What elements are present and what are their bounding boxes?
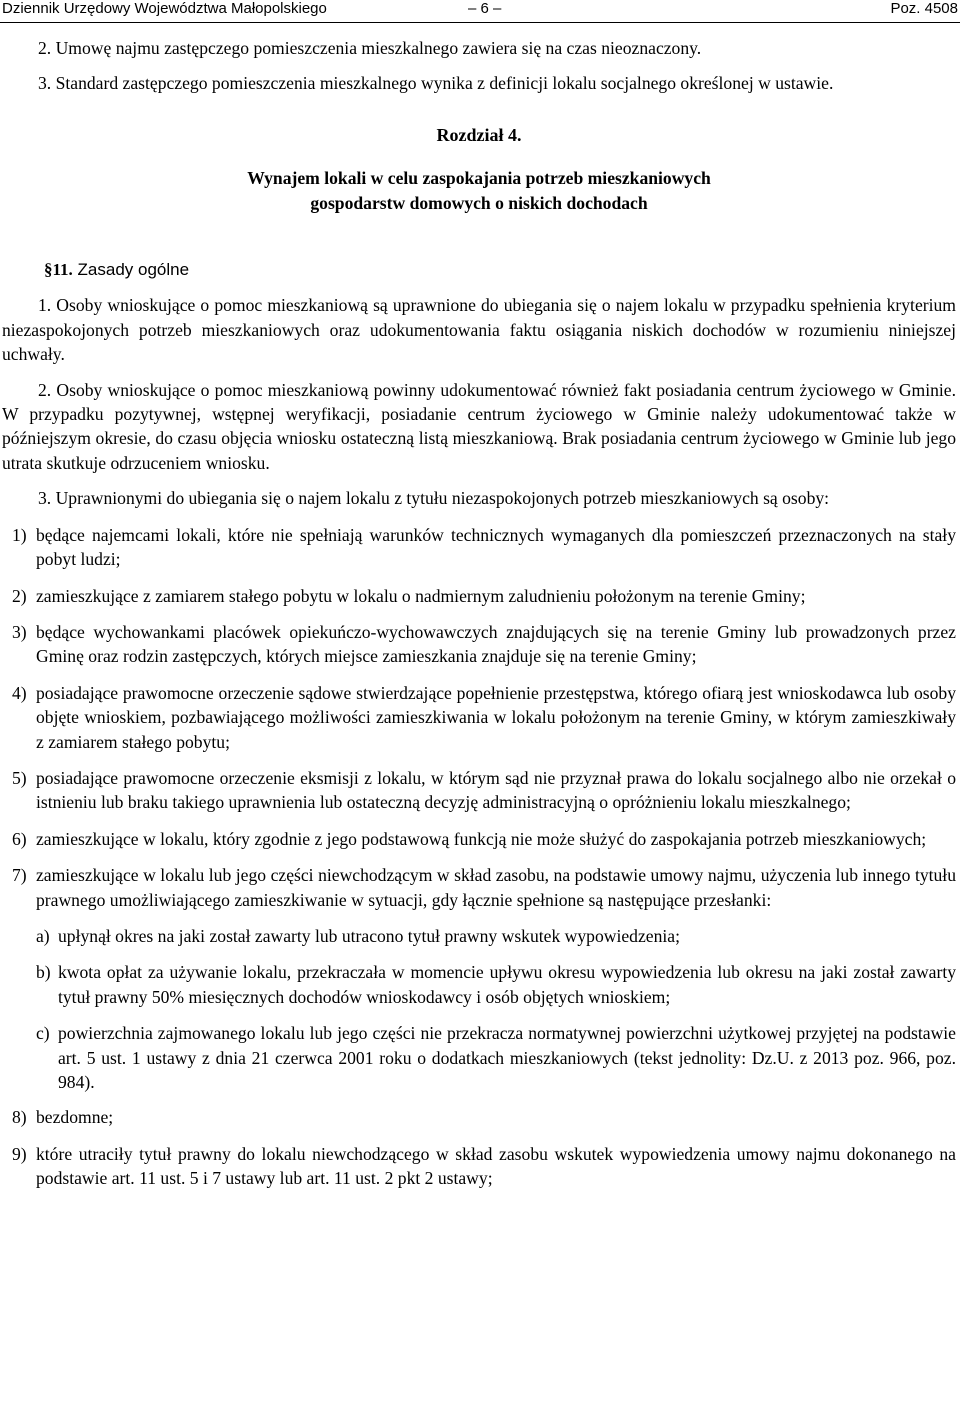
chapter-title: Rozdział 4. bbox=[436, 124, 522, 145]
list-item: 6) zamieszkujące w lokalu, który zgodnie z jego podstawową funkcją nie może służyć do zaspokajania potrzeb mieszkaniowych; bbox=[12, 828, 927, 849]
paragraph-2: 2. Osoby wnioskujące o pomoc mieszkaniową powinny udokumentować również fakt posiadania centrum życiowego w Gminie. W przypadku pozytywnej, wstępnej weryfikacji, posiadanie centrum życiowego w Gminie należy udokumentować także w późniejszym okresie, do czasu objęcia wniosku ostateczną listą mieszkaniową. Brak posiadania centrum życiowego w Gminie lub jego utrata skutkuje odrzuceniem wniosku. bbox=[2, 379, 956, 473]
paragraph-1: 1. Osoby wnioskujące o pomoc mieszkaniową są uprawnione do ubiegania się o najem lokalu w przypadku spełnienia kryterium niezaspokojonych potrzeb mieszkaniowych oraz udokumentowania faktu osiągania niskich dochodów w rozumieniu niniejszej uchwały. bbox=[2, 295, 956, 365]
section-symbol: § bbox=[44, 260, 53, 280]
position-number: Poz. 4508 bbox=[890, 0, 958, 17]
list-item: 4) posiadające prawomocne orzeczenie sądowe stwierdzające popełnienie przestępstwa, którego ofiarą jest wnioskodawca lub osoby objęte wnioskiem, pozbawiającego możliwości zamieszkiwania w lokalu położonym na terenie Gminy, w którym zamieszkiwały z zamiarem stałego pobytu; bbox=[12, 682, 956, 752]
document-body bbox=[2, 36, 956, 1191]
list-item: 5) posiadające prawomocne orzeczenie eksmisji z lokalu, w którym sąd nie przyznał prawa do lokalu socjalnego albo nie orzekał o istnieniu lub braku takiego uprawnienia lub ostateczną decyzję administracyjną o opróżnieniu lokalu mieszkalnego; bbox=[12, 767, 956, 813]
page-number: – 6 – bbox=[468, 0, 502, 17]
list-item: 7) zamieszkujące w lokalu lub jego części niewchodzącym w skład zasobu, na podstawie umowy najmu, użyczenia lub innego tytułu prawnego umożliwiającego zamieszkiwanie w sytuacji, gdy łącznie spełnione są następujące przesłanki: bbox=[12, 865, 956, 910]
chapter-subtitle-line-2: gospodarstw domowych o niskich dochodach bbox=[310, 192, 648, 213]
list-item: 2) zamieszkujące z zamiarem stałego pobytu w lokalu o nadmiernym zaludnieniu położonym na terenie Gminy; bbox=[12, 585, 806, 606]
sublist-item: c) powierzchnia zajmowanego lokalu lub jego części nie przekracza normatywnej powierzchni użytkowej przyjętej na podstawie art. 5 ust. 1 ustawy z dnia 21 czerwca 2001 roku o dodatkach mieszkaniowych (tekst jednolity: Dz.U. z 2013 poz. 966, poz. 984). bbox=[36, 1023, 956, 1092]
intro-paragraph-3: 3. Standard zastępczego pomieszczenia mieszkalnego wynika z definicji lokalu socjalnego określonej w ustawie. bbox=[38, 73, 834, 94]
intro-paragraph-2: 2. Umowę najmu zastępczego pomieszczenia mieszkalnego zawiera się na czas nieoznaczony. bbox=[38, 38, 702, 58]
list-item: 9) które utraciły tytuł prawny do lokalu niewchodzącego w skład zasobu wskutek wypowiedzenia umowy najmu dokonanego na podstawie art. 11 ust. 5 i 7 ustawy lub art. 11 ust. 2 pkt 2 ustawy; bbox=[12, 1143, 956, 1189]
list-item: 1) będące najemcami lokali, które nie spełniają warunków technicznych wymaganych dla pomieszczeń przeznaczonych na stały pobyt ludzi; bbox=[12, 524, 956, 570]
chapter-subtitle-line-1: Wynajem lokali w celu zaspokajania potrzeb mieszkaniowych bbox=[247, 168, 711, 189]
paragraph-3: 3. Uprawnionymi do ubiegania się o najem lokalu z tytułu niezaspokojonych potrzeb mieszkaniowych są osoby: bbox=[38, 488, 830, 509]
section-heading bbox=[2, 258, 956, 282]
sublist-item: a) upłynął okres na jaki został zawarty lub utracono tytuł prawny wskutek wypowiedzenia; bbox=[36, 925, 680, 946]
list-item: 3) będące wychowankami placówek opiekuńczo-wychowawczych znajdujących się na terenie Gminy lub prowadzonych przez Gminę oraz rodzin zastępczych, których miejsce zamieszkania znajduje się na terenie Gminy; bbox=[12, 621, 956, 667]
page-header bbox=[0, 0, 960, 23]
sublist-item: b) kwota opłat za używanie lokalu, przekraczała w momencie upływu okresu wypowiedzenia lub okresu na jaki został zawarty tytuł prawny 50% miesięcznych dochodów wnioskodawcy i osób objętych wnioskiem; bbox=[36, 962, 956, 1007]
journal-title: Dziennik Urzędowy Województwa Małopolskiego bbox=[2, 0, 327, 17]
section-number: 11. bbox=[52, 260, 73, 280]
list-item: 8) bezdomne; bbox=[12, 1107, 114, 1128]
section-title: Zasady ogólne bbox=[77, 260, 190, 280]
